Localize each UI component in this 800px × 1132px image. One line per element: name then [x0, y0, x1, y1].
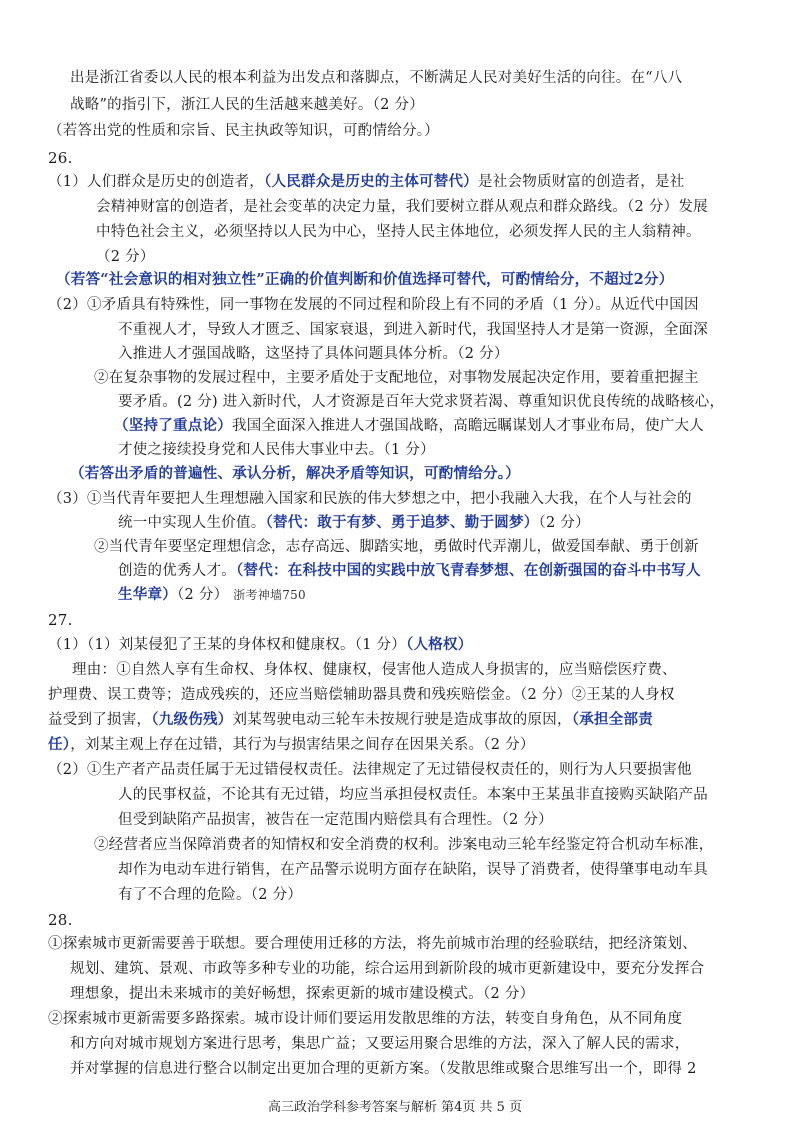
- text-line: ②探索城市更新需要多路探索。城市设计师们要运用发散思维的方法，转变自身角色，从不同角度: [48, 1011, 683, 1027]
- text-line: 战略”的指引下，浙江人民的生活越来越美好。（2 分）: [70, 97, 424, 113]
- alternative-answer: （人格权）: [406, 636, 473, 653]
- text-line: 但受到缺陷产品损害，被告在一定范围内赔偿具有合理性。（2 分）: [118, 812, 553, 828]
- text-line: [48, 170, 684, 194]
- text-line: [118, 583, 306, 607]
- text-line: （3）①当代青年要把人生理想融入国家和民族的伟大梦想之中，把小我融入大我，在个人与社会的: [48, 491, 692, 507]
- text-line: [114, 414, 704, 438]
- text-span: 我国全面深入推进人才强国战略，高瞻远瞩谋划人才事业布局，使广大人: [232, 418, 704, 434]
- text-line: 和方向对城市规划方案进行思考，集思广益；又要运用聚合思维的方法，深入了解人民的需求，: [70, 1036, 690, 1052]
- alternative-answer: （坚持了重点论）: [114, 417, 232, 434]
- text-line: 理由：①自然人享有生命权、身体权、健康权，侵害他人造成人身损害的，应当赔偿医疗费、: [72, 662, 677, 678]
- page-footer: 高三政治学科参考答案与解析 第4页 共 5 页: [268, 1100, 523, 1115]
- alternative-answer: （替代：敢于有梦、勇于追梦、勤于圆梦）: [265, 514, 539, 531]
- text-line: [118, 559, 701, 583]
- text-line: 并对掌握的信息进行整合以制定出更加合理的更新方案。（发散思维或聚合思维写出一个，即得 2: [70, 1061, 697, 1077]
- question-number-28: 28.: [48, 911, 73, 929]
- text-line: 不重视人才，导致人才匮乏、国家衰退，到进入新时代，我国坚持人才是第一资源，全面深: [118, 322, 708, 338]
- text-span: 益受到了损害，: [48, 712, 152, 728]
- text-line: ②当代青年要坚定理想信念，志存高远、脚踏实地，勇做时代弄潮儿，做爱国奉献、勇于创新: [94, 539, 699, 555]
- text-span: ，刘某主观上存在过错，其行为与损害结果之间存在因果关系。（2 分）: [70, 737, 535, 753]
- text-span: （2 分）: [538, 515, 590, 531]
- text-line: [48, 633, 473, 657]
- text-line: （若答出党的性质和宗旨、民主执政等知识，可酌情给分。）: [48, 123, 439, 139]
- question-number-26: 26.: [48, 149, 73, 167]
- text-line: 要矛盾。(2 分) 进入新时代，人才资源是百年大党求贤若渴、尊重知识优良传统的战略核心，: [118, 394, 725, 410]
- text-line: 出是浙江省委以人民的根本利益为出发点和落脚点，不断满足人民对美好生活的向往。在“八八: [70, 70, 683, 86]
- text-line: ②经营者应当保障消费者的知情权和安全消费的权利。涉案电动三轮车经鉴定符合机动车标准，: [94, 837, 714, 853]
- text-line: 有了不合理的危险。（2 分）: [118, 887, 303, 903]
- text-line: [48, 733, 535, 757]
- text-line: 人的民事权益，不论其有无过错，均应当承担侵权责任。本案中王某虽非直接购买缺陷产品: [118, 787, 708, 803]
- question-number-27: 27.: [48, 611, 73, 629]
- text-line: 中特色社会主义，必须坚持以人民为中心，坚持人民主体地位，必须发挥人民的主人翁精神。: [96, 224, 701, 240]
- text-span: 创造的优秀人才。: [118, 563, 236, 579]
- alternative-answer: （九级伤残）: [151, 711, 233, 728]
- text-span: 统一中实现人生价值。: [118, 515, 266, 531]
- text-line: （2）①生产者产品责任属于无过错侵权责任。法律规定了无过错侵权责任的，则行为人只要损害他: [48, 762, 692, 778]
- alternative-answer: （承担全部责: [571, 711, 653, 728]
- alternative-answer: 生华章）: [118, 586, 177, 603]
- text-span: 是社会物质财富的创造者，是社: [477, 174, 685, 190]
- alternative-answer-note: （若答“社会意识的相对独立性”正确的价值判断和价值选择可替代，可酌情给分，不超过2分）: [56, 271, 674, 288]
- text-line: ①探索城市更新需要善于联想。要合理使用迁移的方法，将先前城市治理的经验联结，把经济策划、: [48, 936, 697, 952]
- text-line: 才使之接续投身党和人民伟大事业中去。（1 分）: [118, 442, 435, 458]
- alternative-answer: （替代：在科技中国的实践中放飞青春梦想、在创新强国的奋斗中书写人: [236, 562, 701, 579]
- text-line: 理想象，提出未来城市的美好畅想，探索更新的城市建设模式。（2 分）: [70, 986, 535, 1002]
- text-span: （1）（1）刘某侵犯了王某的身体权和健康权。（1 分）: [48, 637, 407, 653]
- text-line: ②在复杂事物的发展过程中，主要矛盾处于支配地位，对事物发展起决定作用，要着重把握主: [94, 370, 699, 386]
- text-line: 护理费、误工费等；造成残疾的，还应当赔偿辅助器具费和残疾赔偿金。（2 分）②王某的人身权: [48, 687, 675, 703]
- text-line: 会精神财富的创造者，是社会变革的决定力量，我们要树立群从观点和群众路线。（2 分）发展: [96, 199, 708, 215]
- text-span: （2 分）: [177, 587, 229, 603]
- text-line: （2）①矛盾具有特殊性，同一事物在发展的不同过程和阶段上有不同的矛盾（1 分）。从近代中国因: [48, 297, 699, 313]
- text-line: 入推进人才强国战略，这坚持了具体问题具体分析。（2 分）: [118, 346, 509, 362]
- alternative-answer: （人民群众是历史的主体可替代）: [263, 173, 478, 190]
- alternative-answer: 任）: [48, 736, 71, 753]
- text-span: （1）人们群众是历史的创造者，: [48, 174, 264, 190]
- text-line: （2 分）: [96, 249, 155, 265]
- text-line: [118, 511, 590, 535]
- text-line: [48, 708, 653, 732]
- alternative-answer-note: （若答出矛盾的普遍性、承认分析，解决矛盾等知识，可酌情给分。）: [70, 465, 520, 482]
- text-line: 规划、建筑、景观、市政等多种专业的功能，综合运用到新阶段的城市更新建设中，要充分发挥合: [70, 961, 705, 977]
- text-span: 刘某驾驶电动三轮车未按规行驶是造成事故的原因，: [232, 712, 572, 728]
- text-line: 却作为电动车进行销售，在产品警示说明方面存在缺陷，误导了消费者，使得肇事电动车具: [118, 862, 708, 878]
- watermark-text: 浙考神墙750: [233, 588, 306, 602]
